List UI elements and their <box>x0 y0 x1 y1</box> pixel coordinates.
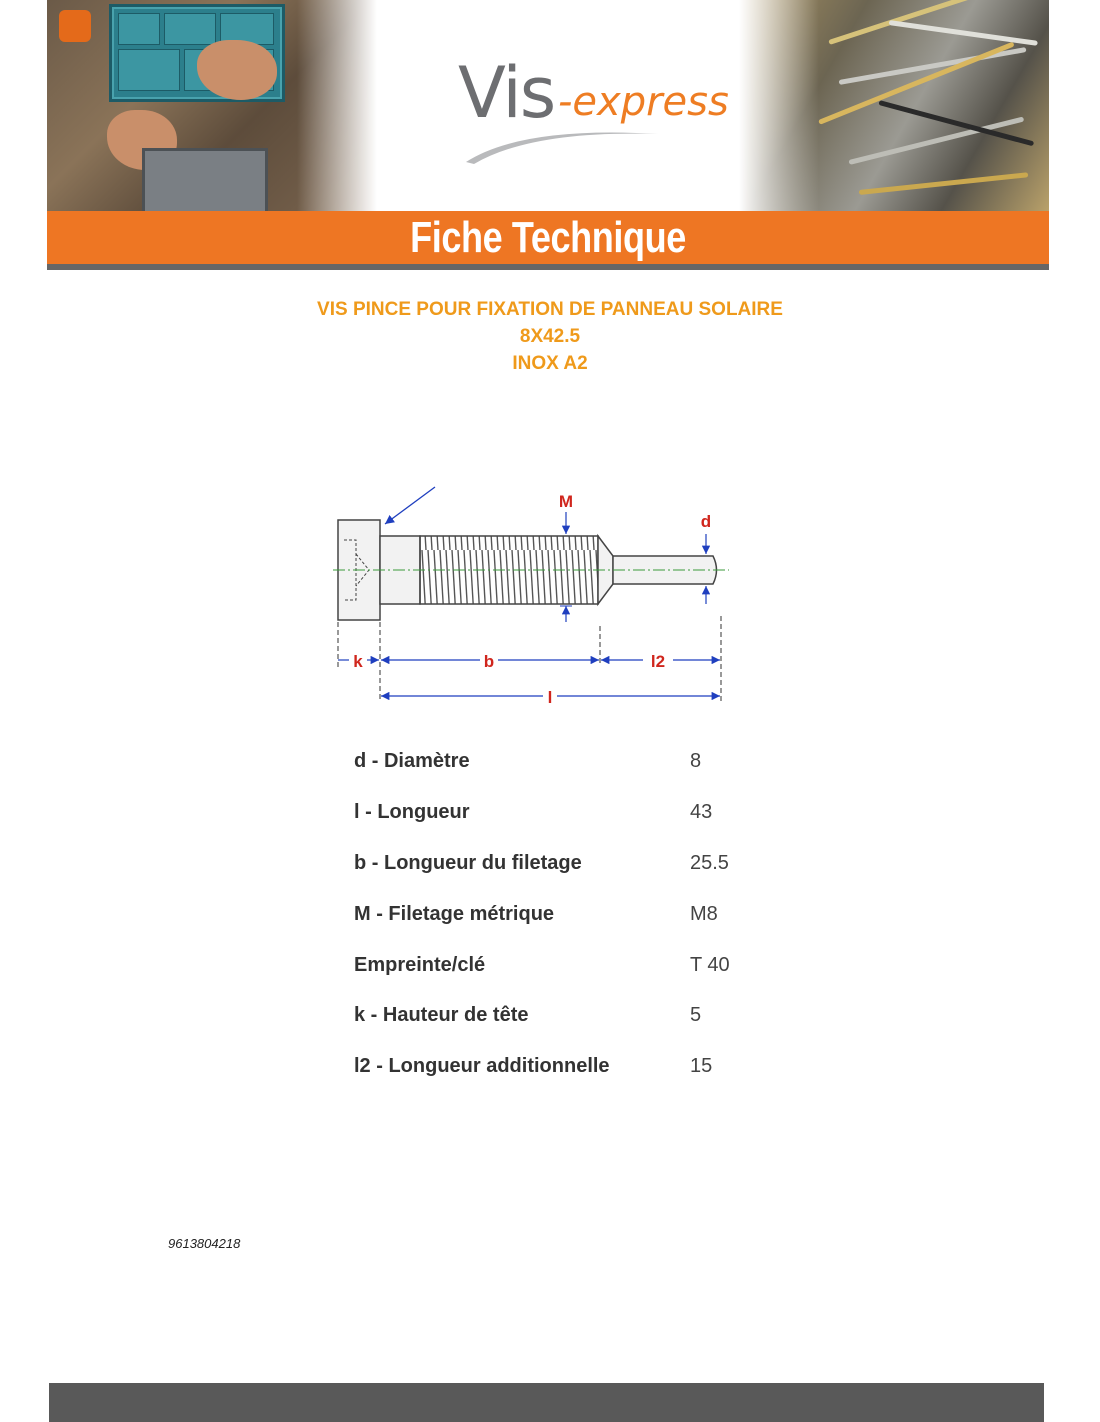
spec-row <box>354 852 774 882</box>
screw-diagram <box>325 482 740 712</box>
spec-label: l - Longueur <box>354 801 470 823</box>
spec-label: d - Diamètre <box>354 750 470 772</box>
label-k: k <box>353 652 363 671</box>
screws-photo <box>739 0 1049 211</box>
spec-value: 5 <box>690 1004 702 1026</box>
screw-tray <box>142 148 268 211</box>
spec-value: 25.5 <box>690 852 729 874</box>
label-M: M <box>558 492 574 511</box>
vis-express-logo <box>458 52 738 168</box>
tape-measure-icon <box>59 10 91 42</box>
product-material: INOX A2 <box>512 353 588 374</box>
spec-label: b - Longueur du filetage <box>354 852 582 874</box>
spec-value: 15 <box>690 1055 713 1077</box>
spec-value: 43 <box>690 801 713 823</box>
spec-row <box>354 954 774 984</box>
workbench-photo <box>47 0 377 211</box>
spec-row <box>354 1055 774 1085</box>
product-size: 8X42.5 <box>519 326 581 347</box>
label-b: b <box>483 652 495 671</box>
header-banner <box>47 0 1049 211</box>
spec-label: M - Filetage métrique <box>354 903 555 925</box>
spec-row <box>354 903 774 933</box>
label-l: l <box>547 688 553 707</box>
spec-row <box>354 801 774 831</box>
spec-row <box>354 750 774 780</box>
logo-swoosh-icon <box>462 120 662 170</box>
logo-vis-text: Vis <box>458 52 555 134</box>
spec-value: T 40 <box>690 954 730 976</box>
leader-arrow <box>385 487 435 524</box>
label-l2: l2 <box>650 652 666 671</box>
divider <box>47 264 1049 270</box>
footer-bar <box>49 1383 1044 1422</box>
spec-value: M8 <box>690 903 718 925</box>
title-band <box>47 211 1049 264</box>
spec-row <box>354 1004 774 1034</box>
spec-value: 8 <box>690 750 702 772</box>
product-title: VIS PINCE POUR FIXATION DE PANNEAU SOLAIRE <box>317 299 783 320</box>
logo-express-text: -express <box>558 79 729 125</box>
spec-label: l2 - Longueur additionnelle <box>354 1055 610 1077</box>
spec-label: Empreinte/clé <box>354 954 486 976</box>
spec-label: k - Hauteur de tête <box>354 1004 529 1026</box>
reference-code: 9613804218 <box>168 1236 241 1251</box>
label-d: d <box>700 512 712 531</box>
page-title: Fiche Technique <box>410 213 686 262</box>
